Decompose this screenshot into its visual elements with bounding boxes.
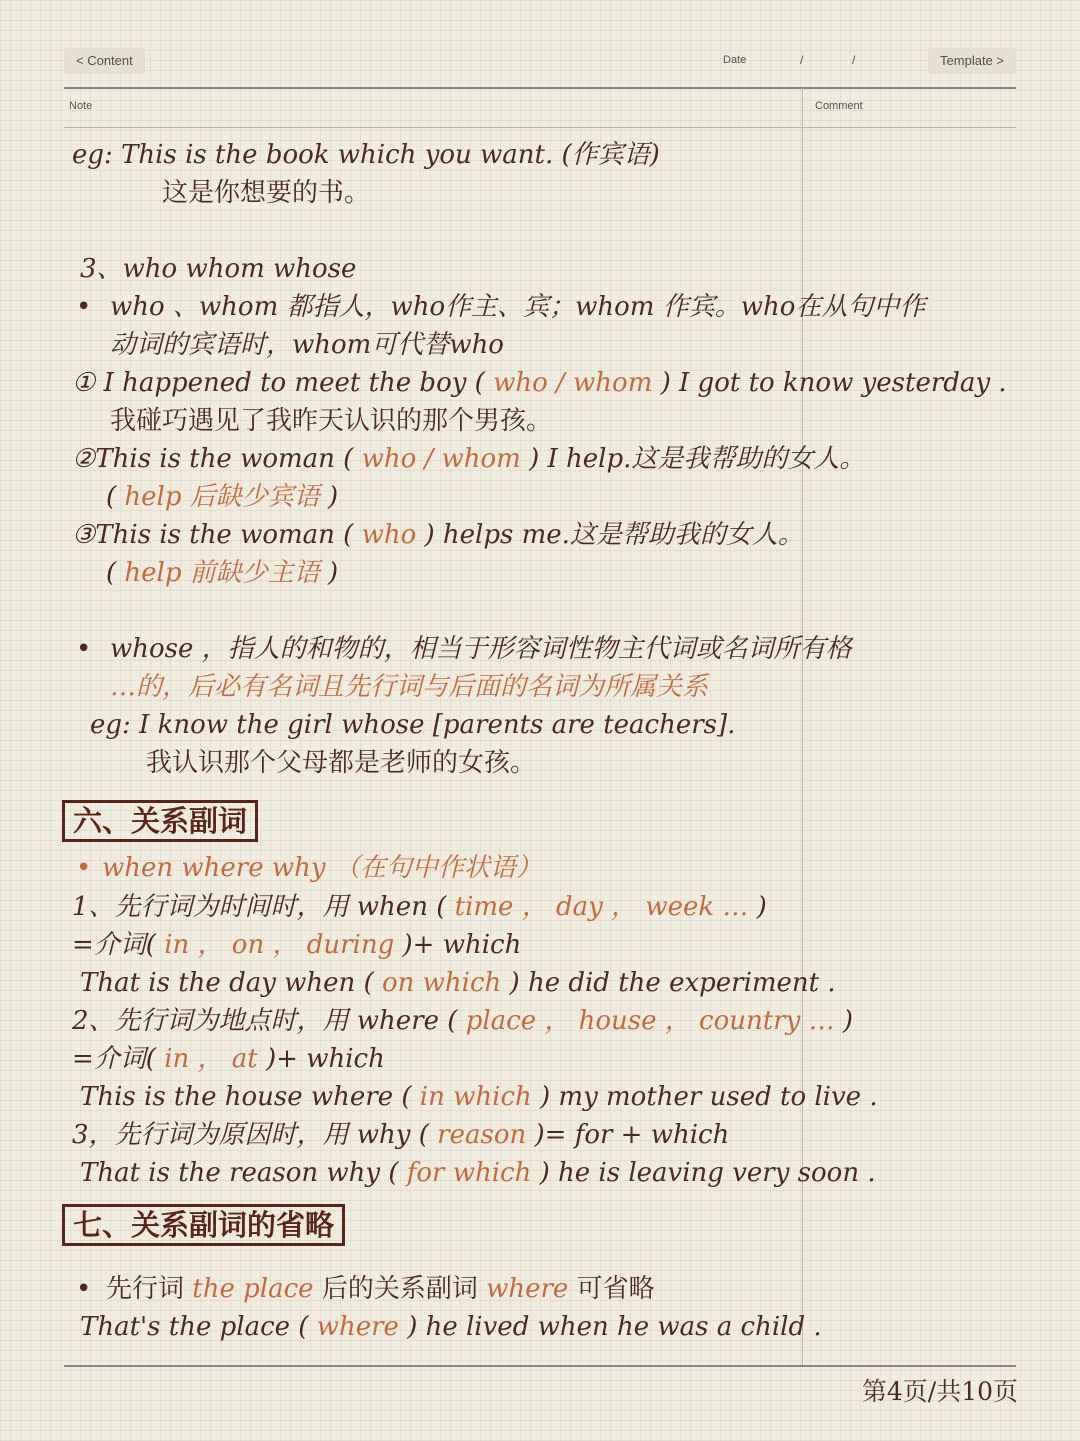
example-sentence: That's the place ( where ) he lived when he was a child . bbox=[80, 1312, 822, 1342]
rule-text: 3，先行词为原因时，用 why ( reason )= for + which bbox=[72, 1120, 730, 1150]
template-button[interactable]: Template > bbox=[928, 48, 1016, 74]
bullet-dot: • bbox=[76, 292, 92, 322]
section-title: 3、who whom whose bbox=[80, 254, 357, 284]
example-sentence: This is the house where ( in which ) my mother used to live . bbox=[80, 1082, 878, 1112]
section-heading-7: 七、关系副词的省略 bbox=[62, 1204, 345, 1246]
rule-text: =介词( in ， on ， during )+ which bbox=[72, 930, 522, 960]
bullet-dot: • bbox=[76, 853, 92, 883]
date-label: Date bbox=[723, 54, 747, 66]
example-sentence: ②This is the woman ( who / whom ) I help.这是我帮助的女人。 bbox=[72, 444, 866, 474]
example-sentence: That is the reason why ( for which ) he is leaving very soon . bbox=[80, 1158, 876, 1188]
example-sentence: ① I happened to meet the boy ( who / whom ) I got to know yesterday . bbox=[72, 368, 1007, 398]
rule-text: 动词的宾语时，whom可代替who bbox=[110, 330, 504, 360]
example-sentence: ③This is the woman ( who ) helps me.这是帮助我的女人。 bbox=[72, 520, 804, 550]
example-sentence: eg: This is the book which you want. (作宾语) bbox=[72, 140, 660, 170]
footer-divider bbox=[64, 1365, 1016, 1367]
translation: 我碰巧遇见了我昨天认识的那个男孩。 bbox=[110, 406, 553, 436]
note-annotation: ( help 后缺少宾语 ) bbox=[106, 482, 339, 512]
note-column-label: Note bbox=[69, 100, 93, 112]
header-divider bbox=[64, 87, 1016, 89]
example-sentence: That is the day when ( on which ) he did the experiment . bbox=[80, 968, 836, 998]
rule-text: 2、先行词为地点时，用 where ( place ， house ， country … ) bbox=[72, 1006, 853, 1036]
date-separator: / bbox=[852, 53, 856, 67]
page-number: 第4页/共10页 bbox=[861, 1377, 1018, 1406]
bullet-dot: • bbox=[76, 1274, 92, 1304]
rule-text: 先行词 the place 后的关系副词 where 可省略 bbox=[106, 1274, 655, 1304]
back-to-content-button[interactable]: < Content bbox=[64, 48, 145, 74]
section-heading-6: 六、关系副词 bbox=[62, 800, 258, 842]
comment-column-label: Comment bbox=[815, 100, 863, 112]
top-bar bbox=[64, 48, 1016, 74]
rule-text: whose ，指人的和物的，相当于形容词性物主代词或名词所有格 bbox=[110, 634, 852, 664]
example-sentence: eg: I know the girl whose [parents are teachers]. bbox=[90, 710, 736, 740]
column-header-divider bbox=[64, 127, 1016, 128]
translation: 我认识那个父母都是老师的女孩。 bbox=[146, 748, 537, 778]
rule-text: when where why （在句中作状语） bbox=[102, 853, 542, 883]
note-annotation: ( help 前缺少主语 ) bbox=[106, 558, 339, 588]
rule-text: who 、whom 都指人，who作主、宾；whom 作宾。who在从句中作 bbox=[110, 292, 926, 322]
date-separator: / bbox=[800, 53, 804, 67]
rule-text: …的，后必有名词且先行词与后面的名词为所属关系 bbox=[110, 672, 709, 702]
bullet-dot: • bbox=[76, 634, 92, 664]
translation: 这是你想要的书。 bbox=[162, 178, 371, 208]
rule-text: 1、先行词为时间时，用 when ( time ， day ， week … ) bbox=[72, 892, 767, 922]
rule-text: =介词( in ， at )+ which bbox=[72, 1044, 385, 1074]
